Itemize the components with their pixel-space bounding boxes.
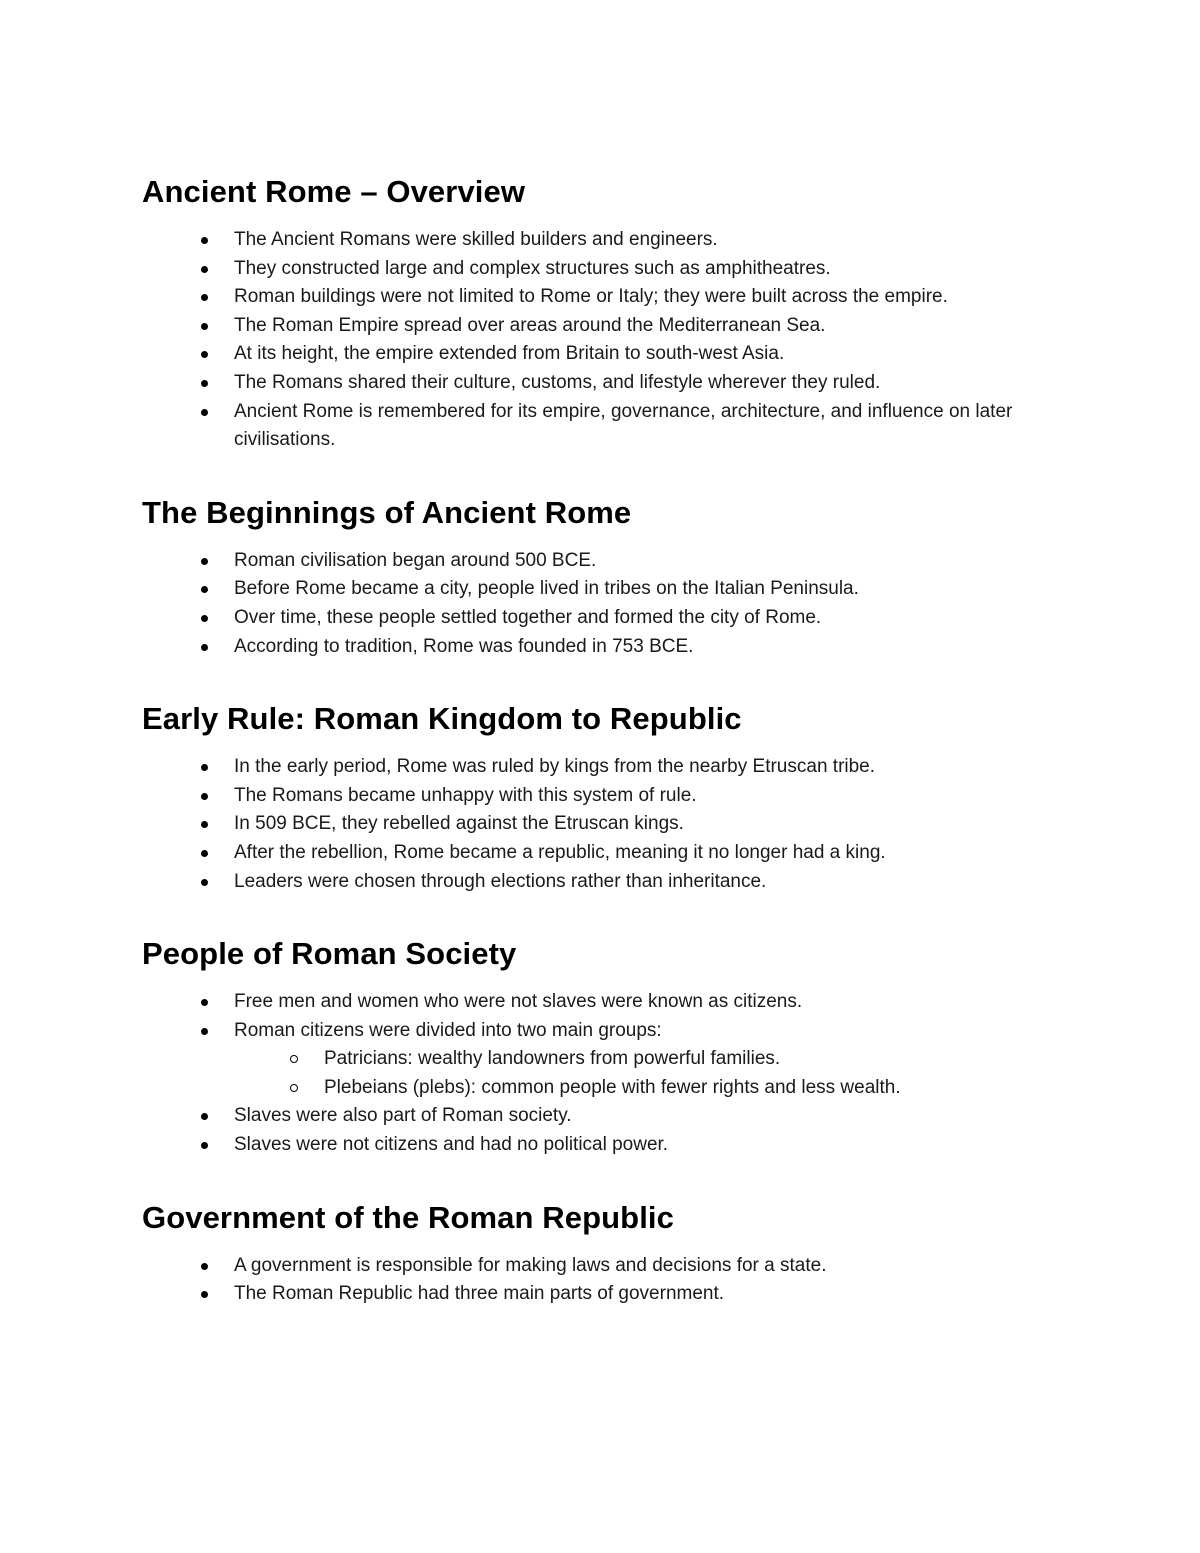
list-item — [142, 633, 1062, 662]
section-spacer — [142, 661, 1062, 699]
list-item-text: Roman buildings were not limited to Rome or Italy; they were built across the empire. — [234, 286, 948, 308]
bullet-list — [142, 1252, 1062, 1309]
section-overview — [142, 172, 1062, 455]
section-heading: Ancient Rome – Overview — [142, 174, 526, 209]
bullet-dot-icon — [201, 294, 208, 301]
list-item-text: After the rebellion, Rome became a republic, meaning it no longer had a king. — [234, 841, 886, 863]
list-item — [142, 753, 1062, 782]
bullet-dot-icon — [201, 237, 208, 244]
bullet-dot-icon — [201, 764, 208, 771]
list-item-text: Slaves were also part of Roman society. — [234, 1105, 572, 1127]
list-item-text: In 509 BCE, they rebelled against the Etruscan kings. — [234, 813, 684, 835]
section-beginnings — [142, 493, 1062, 661]
bullet-dot-icon — [201, 558, 208, 565]
bullet-circle-icon — [290, 1084, 298, 1092]
bullet-dot-icon — [201, 323, 208, 330]
section-heading: Early Rule: Roman Kingdom to Republic — [142, 701, 742, 737]
bullet-dot-icon — [201, 879, 208, 886]
bullet-dot-icon — [201, 351, 208, 358]
list-item — [142, 283, 1062, 312]
list-item-text: The Ancient Romans were skilled builders and engineers. — [234, 229, 718, 250]
section-early-rule — [142, 699, 1062, 896]
sub-list-item-text: Patricians: wealthy landowners from powerful families. — [324, 1048, 781, 1070]
list-item-text: According to tradition, Rome was founded in 753 BCE. — [234, 635, 694, 657]
bullet-list — [142, 753, 1062, 896]
bullet-dot-icon — [201, 266, 208, 273]
bullet-list — [142, 1102, 1062, 1159]
list-item — [142, 988, 1062, 1017]
bullet-dot-icon — [201, 821, 208, 828]
section-spacer — [142, 1160, 1062, 1198]
list-item — [142, 839, 1062, 868]
section-spacer — [142, 896, 1062, 934]
bullet-dot-icon — [201, 1291, 208, 1298]
bullet-dot-icon — [201, 644, 208, 651]
list-item-text: The Romans shared their culture, customs, and lifestyle wherever they ruled. — [234, 371, 881, 393]
list-item-text: Roman citizens were divided into two main groups: — [234, 1019, 662, 1041]
bullet-dot-icon — [201, 999, 208, 1006]
list-item-text: At its height, the empire extended from Britain to south-west Asia. — [234, 343, 785, 365]
list-item-text: Before Rome became a city, people lived in tribes on the Italian Peninsula. — [234, 578, 859, 600]
list-item-text: Over time, these people settled together and formed the city of Rome. — [234, 606, 822, 628]
bullet-list — [142, 226, 1062, 455]
list-item — [142, 868, 1062, 897]
list-item — [142, 398, 1062, 455]
sub-list-item-text: Plebeians (plebs): common people with fewer rights and less wealth. — [324, 1076, 901, 1098]
list-item — [142, 547, 1062, 576]
bullet-circle-icon — [290, 1055, 298, 1063]
sub-list-item — [142, 1074, 1062, 1103]
list-item — [142, 369, 1062, 398]
section-government — [142, 1198, 1062, 1309]
list-item — [142, 810, 1062, 839]
bullet-dot-icon — [201, 615, 208, 622]
list-item-text: A government is responsible for making laws and decisions for a state. — [234, 1254, 827, 1276]
bullet-dot-icon — [201, 793, 208, 800]
section-spacer — [142, 455, 1062, 493]
list-item-text: Leaders were chosen through elections rather than inheritance. — [234, 870, 767, 892]
bullet-dot-icon — [201, 1263, 208, 1270]
list-item — [142, 575, 1062, 604]
list-item-text: Roman civilisation began around 500 BCE. — [234, 549, 597, 571]
bullet-list — [142, 988, 1062, 1045]
list-item-text: Ancient Rome is remembered for its empire, governance, architecture, and influence on later civilisations. — [234, 400, 1013, 451]
list-item — [142, 340, 1062, 369]
section-society — [142, 934, 1062, 1160]
list-item — [142, 1102, 1062, 1131]
bullet-dot-icon — [201, 1142, 208, 1149]
list-item — [142, 1280, 1062, 1309]
list-item — [142, 1017, 1062, 1046]
list-item-text: The Romans became unhappy with this system of rule. — [234, 784, 697, 806]
list-item — [142, 1252, 1062, 1281]
bullet-dot-icon — [201, 380, 208, 387]
bullet-dot-icon — [201, 1113, 208, 1120]
bullet-dot-icon — [201, 409, 208, 416]
list-item — [142, 1131, 1062, 1160]
document-page — [142, 172, 1062, 1309]
list-item-text: The Roman Empire spread over areas around the Mediterranean Sea. — [234, 314, 826, 336]
bullet-dot-icon — [201, 1028, 208, 1035]
sub-bullet-list — [142, 1045, 1062, 1102]
list-item — [142, 604, 1062, 633]
list-item — [142, 312, 1062, 341]
section-heading: The Beginnings of Ancient Rome — [142, 494, 632, 530]
list-item-text: The Roman Republic had three main parts of government. — [234, 1283, 725, 1305]
section-heading: People of Roman Society — [142, 936, 517, 972]
bullet-list — [142, 547, 1062, 661]
list-item-text: In the early period, Rome was ruled by kings from the nearby Etruscan tribe. — [234, 756, 876, 778]
list-item — [142, 255, 1062, 284]
list-item-text: Slaves were not citizens and had no political power. — [234, 1134, 669, 1156]
bullet-dot-icon — [201, 586, 208, 593]
list-item — [142, 226, 1062, 255]
section-heading: Government of the Roman Republic — [142, 1199, 674, 1235]
bullet-dot-icon — [201, 850, 208, 857]
list-item — [142, 782, 1062, 811]
list-item-text: Free men and women who were not slaves were known as citizens. — [234, 991, 803, 1013]
list-item-text: They constructed large and complex structures such as amphitheatres. — [234, 257, 831, 279]
sub-list-item — [142, 1045, 1062, 1074]
